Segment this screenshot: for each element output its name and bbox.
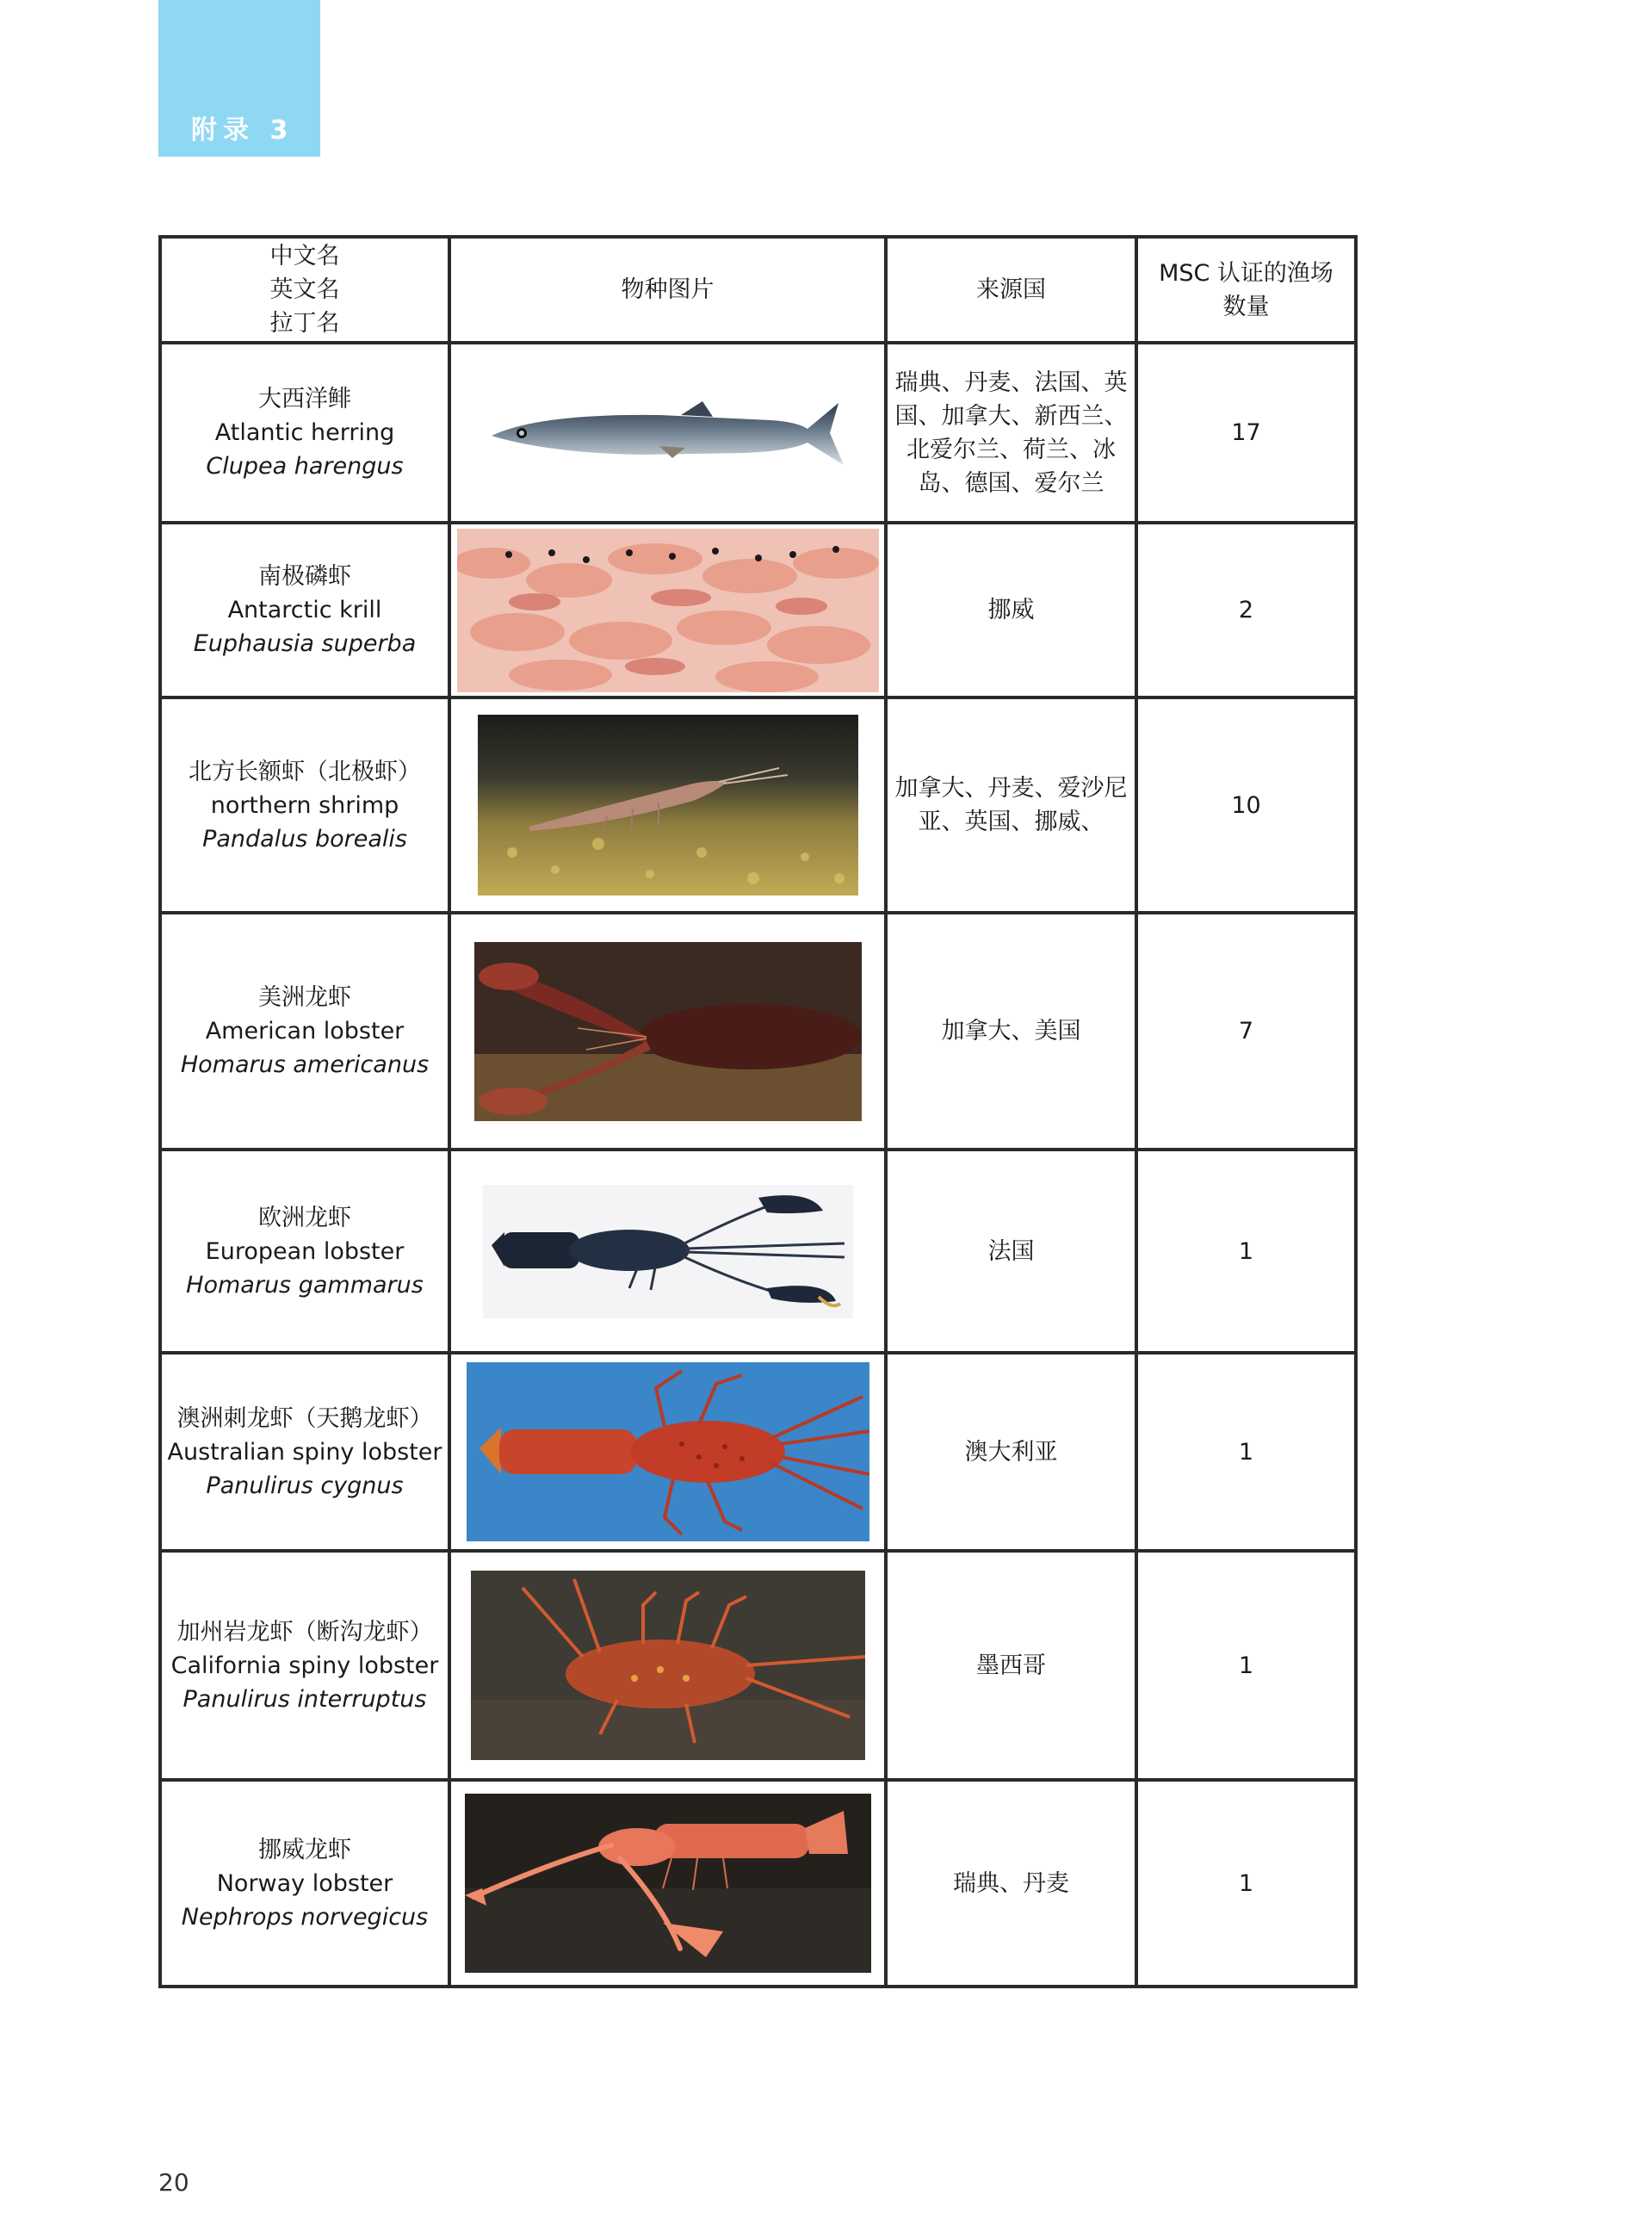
header-msc-count	[1136, 237, 1356, 343]
msc-count-cell: 1	[1136, 1353, 1356, 1551]
msc-count-cell: 10	[1136, 697, 1356, 913]
header-origin: 来源国	[886, 237, 1136, 343]
table-row	[160, 343, 1356, 523]
header-name-en: 英文名	[269, 276, 340, 303]
species-name-cn: 北方长额虾（北极虾）	[189, 758, 421, 785]
antarctic-krill-photo	[457, 529, 879, 692]
origin-cell: 澳大利亚	[886, 1353, 1136, 1551]
species-name-cn: 美洲龙虾	[258, 984, 351, 1011]
species-name-cn: 挪威龙虾	[258, 1836, 351, 1863]
species-photo-cell	[449, 1551, 886, 1780]
norway-lobster-photo	[465, 1794, 871, 1973]
species-name-cn: 欧洲龙虾	[258, 1204, 351, 1231]
species-name-cell	[160, 913, 449, 1150]
table-header-row	[160, 237, 1356, 343]
table-row	[160, 913, 1356, 1150]
msc-count-cell: 17	[1136, 343, 1356, 523]
header-name-latin: 拉丁名	[269, 310, 340, 337]
msc-count-cell: 7	[1136, 913, 1356, 1150]
species-name-en: California spiny lobster	[170, 1652, 439, 1679]
species-photo-cell	[449, 1353, 886, 1551]
table-row	[160, 697, 1356, 913]
origin-cell: 加拿大、美国	[886, 913, 1136, 1150]
species-name-cell	[160, 1150, 449, 1353]
species-name-en: northern shrimp	[210, 791, 399, 819]
origin-cell: 挪威	[886, 523, 1136, 697]
table-row	[160, 523, 1356, 697]
species-name-latin: Pandalus borealis	[202, 825, 407, 852]
appendix-tab	[158, 0, 320, 157]
species-name-cell	[160, 697, 449, 913]
table-row	[160, 1780, 1356, 1987]
american-lobster-photo	[474, 942, 862, 1121]
species-name-latin: Euphausia superba	[193, 630, 417, 657]
species-name-en: Australian spiny lobster	[167, 1438, 442, 1466]
species-photo-cell	[449, 1150, 886, 1353]
species-name-latin: Clupea harengus	[206, 453, 404, 480]
species-name-cn: 大西洋鲱	[258, 386, 351, 412]
species-photo-cell	[449, 343, 886, 523]
species-name-en: Norway lobster	[216, 1869, 393, 1897]
appendix-label: 附录 3	[191, 115, 294, 146]
species-name-latin: Panulirus cygnus	[206, 1472, 404, 1499]
species-name-latin: Homarus gammarus	[186, 1271, 424, 1299]
species-name-latin: Homarus americanus	[180, 1051, 430, 1078]
table-row	[160, 1551, 1356, 1780]
species-photo-cell	[449, 523, 886, 697]
msc-count-cell: 2	[1136, 523, 1356, 697]
species-name-cn: 加州岩龙虾（断沟龙虾）	[176, 1618, 433, 1646]
northern-shrimp-photo	[478, 715, 858, 896]
australian-spiny-lobster-photo	[467, 1362, 869, 1541]
california-spiny-lobster-photo	[471, 1571, 865, 1760]
species-name-en: American lobster	[205, 1018, 405, 1045]
species-name-cell	[160, 1551, 449, 1780]
species-name-cn: 澳洲刺龙虾（天鹅龙虾）	[176, 1404, 433, 1432]
header-names	[160, 237, 449, 343]
msc-count-cell: 1	[1136, 1780, 1356, 1987]
species-name-cn: 南极磷虾	[258, 563, 351, 590]
table-row	[160, 1353, 1356, 1551]
msc-count-cell: 1	[1136, 1551, 1356, 1780]
origin-cell: 加拿大、丹麦、爱沙尼亚、英国、挪威、	[886, 697, 1136, 913]
msc-count-cell: 1	[1136, 1150, 1356, 1353]
page-number: 20	[158, 2168, 189, 2197]
species-name-cell	[160, 523, 449, 697]
species-table	[158, 235, 1358, 1988]
species-name-latin: Panulirus interruptus	[183, 1685, 427, 1713]
species-name-en: European lobster	[205, 1237, 405, 1265]
species-name-en: Antarctic krill	[227, 597, 382, 623]
header-msc-count-label: MSC 认证的渔场数量	[1159, 259, 1333, 320]
species-name-cell	[160, 1780, 449, 1987]
european-lobster-photo	[483, 1185, 853, 1318]
species-photo-cell	[449, 1780, 886, 1987]
species-name-cell	[160, 1353, 449, 1551]
origin-cell: 瑞典、丹麦、法国、英国、加拿大、新西兰、北爱尔兰、荷兰、冰岛、德国、爱尔兰	[886, 343, 1136, 523]
species-photo-cell	[449, 697, 886, 913]
origin-cell: 墨西哥	[886, 1551, 1136, 1780]
species-name-en: Atlantic herring	[214, 419, 395, 446]
species-name-cell	[160, 343, 449, 523]
origin-cell: 法国	[886, 1150, 1136, 1353]
header-name-cn: 中文名	[269, 243, 340, 270]
origin-cell: 瑞典、丹麦	[886, 1780, 1136, 1987]
species-name-latin: Nephrops norvegicus	[181, 1903, 429, 1931]
table-row	[160, 1150, 1356, 1353]
atlantic-herring-photo	[487, 394, 849, 472]
header-photo: 物种图片	[449, 237, 886, 343]
species-photo-cell	[449, 913, 886, 1150]
